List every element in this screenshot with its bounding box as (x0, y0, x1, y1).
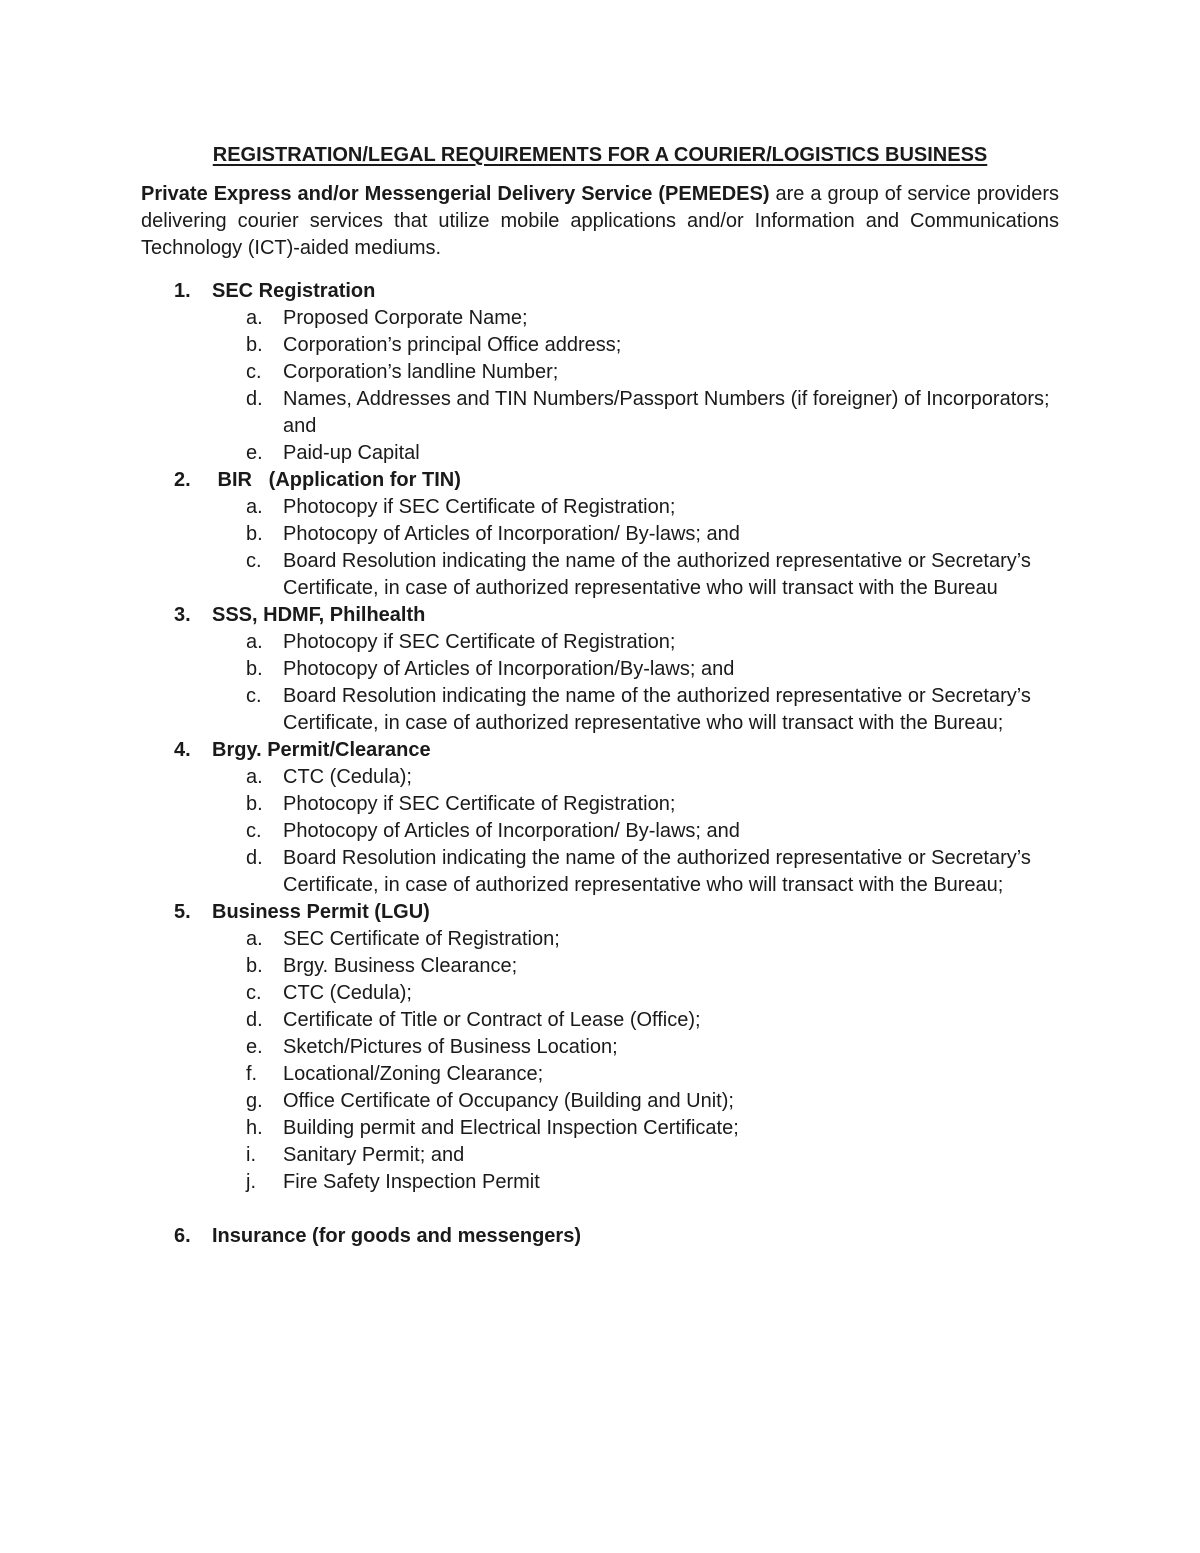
list-item (0, 1088, 1200, 1115)
item-letter: b. (246, 793, 263, 815)
intro-text: are a group of service providers delivering courier services that utilize mobile applications and/or Information and Communications Technology (ICT)-aided mediums. (141, 183, 1059, 259)
item-text: Photocopy if SEC Certificate of Registration; (283, 631, 676, 653)
list-item (0, 980, 1200, 1007)
item-text: Corporation’s landline Number; (283, 361, 559, 383)
section-number: 5. (174, 901, 191, 923)
section-spacer (0, 1196, 1200, 1223)
section-title: Business Permit (LGU) (212, 901, 430, 923)
item-letter: b. (246, 334, 263, 356)
item-letter: e. (246, 1036, 263, 1058)
list-item (0, 818, 1200, 845)
requirement-section (0, 278, 1200, 467)
section-number: 4. (174, 739, 191, 761)
list-item (0, 548, 1200, 602)
item-text: Photocopy of Articles of Incorporation/By-laws; and (283, 658, 735, 680)
item-letter: c. (246, 982, 262, 1004)
list-item (0, 1115, 1200, 1142)
item-text: Photocopy of Articles of Incorporation/ By-laws; and (283, 523, 740, 545)
item-text: Proposed Corporate Name; (283, 307, 528, 329)
item-letter: i. (246, 1144, 256, 1166)
item-text: Building permit and Electrical Inspection Certificate; (283, 1117, 739, 1139)
item-text: Board Resolution indicating the name of the authorized representative or Secretary’s Certificate, in case of authorized representative who will transact with the Bureau (283, 550, 1031, 599)
requirements-list (0, 278, 1200, 1250)
list-item (0, 629, 1200, 656)
item-letter: e. (246, 442, 263, 464)
list-item (0, 953, 1200, 980)
list-item (0, 359, 1200, 386)
requirement-section (0, 1223, 1200, 1250)
item-letter: f. (246, 1063, 258, 1085)
item-text: CTC (Cedula); (283, 766, 412, 788)
requirement-section (0, 602, 1200, 737)
requirement-section (0, 899, 1200, 1196)
item-text: Board Resolution indicating the name of the authorized representative or Secretary’s Certificate, in case of authorized representative who will transact with the Bureau; (283, 847, 1031, 896)
list-item (0, 656, 1200, 683)
item-text: Photocopy if SEC Certificate of Registration; (283, 496, 676, 518)
item-letter: a. (246, 928, 263, 950)
intro-paragraph (141, 181, 1059, 262)
item-text: Names, Addresses and TIN Numbers/Passport Numbers (if foreigner) of Incorporators; and (283, 388, 1050, 437)
item-letter: c. (246, 361, 262, 383)
item-letter: b. (246, 523, 263, 545)
list-item (0, 494, 1200, 521)
requirement-section (0, 467, 1200, 602)
section-title: BIR (Application for TIN) (212, 469, 461, 491)
list-item (0, 764, 1200, 791)
list-item (0, 332, 1200, 359)
item-text: Corporation’s principal Office address; (283, 334, 622, 356)
item-text: Locational/Zoning Clearance; (283, 1063, 544, 1085)
list-item (0, 305, 1200, 332)
section-number: 1. (174, 280, 191, 302)
section-heading (0, 278, 1200, 305)
section-title: Insurance (for goods and messengers) (212, 1225, 581, 1247)
item-text: Paid-up Capital (283, 442, 420, 464)
section-heading (0, 467, 1200, 494)
item-text: Certificate of Title or Contract of Lease (Office); (283, 1009, 701, 1031)
section-title: SEC Registration (212, 280, 376, 302)
item-letter: b. (246, 955, 263, 977)
list-item (0, 386, 1200, 440)
item-text: Photocopy of Articles of Incorporation/ By-laws; and (283, 820, 740, 842)
item-letter: g. (246, 1090, 263, 1112)
section-number: 3. (174, 604, 191, 626)
section-heading (0, 1223, 1200, 1250)
section-heading (0, 602, 1200, 629)
item-text: SEC Certificate of Registration; (283, 928, 560, 950)
section-heading (0, 737, 1200, 764)
list-item (0, 1007, 1200, 1034)
item-letter: a. (246, 631, 263, 653)
section-heading (0, 899, 1200, 926)
item-letter: d. (246, 388, 263, 410)
item-text: Brgy. Business Clearance; (283, 955, 518, 977)
intro-bold-term: Private Express and/or Messengerial Delivery Service (PEMEDES) (141, 183, 770, 205)
list-item (0, 791, 1200, 818)
section-title: SSS, HDMF, Philhealth (212, 604, 426, 626)
item-text: Photocopy if SEC Certificate of Registration; (283, 793, 676, 815)
list-item (0, 845, 1200, 899)
item-letter: c. (246, 685, 262, 707)
list-item (0, 1034, 1200, 1061)
section-number: 2. (174, 469, 191, 491)
list-item (0, 926, 1200, 953)
list-item (0, 1061, 1200, 1088)
item-letter: d. (246, 1009, 263, 1031)
list-item (0, 440, 1200, 467)
list-item (0, 683, 1200, 737)
item-text: Sanitary Permit; and (283, 1144, 465, 1166)
item-letter: a. (246, 766, 263, 788)
item-letter: c. (246, 820, 262, 842)
item-text: CTC (Cedula); (283, 982, 412, 1004)
list-item (0, 521, 1200, 548)
section-title: Brgy. Permit/Clearance (212, 739, 431, 761)
item-letter: c. (246, 550, 262, 572)
item-text: Office Certificate of Occupancy (Building and Unit); (283, 1090, 734, 1112)
item-letter: b. (246, 658, 263, 680)
item-text: Fire Safety Inspection Permit (283, 1171, 540, 1193)
item-letter: a. (246, 496, 263, 518)
item-letter: d. (246, 847, 263, 869)
item-letter: h. (246, 1117, 263, 1139)
section-number: 6. (174, 1225, 191, 1247)
list-item (0, 1169, 1200, 1196)
item-letter: j. (246, 1171, 256, 1193)
item-letter: a. (246, 307, 263, 329)
requirement-section (0, 737, 1200, 899)
list-item (0, 1142, 1200, 1169)
item-text: Board Resolution indicating the name of the authorized representative or Secretary’s Certificate, in case of authorized representative who will transact with the Bureau; (283, 685, 1031, 734)
item-text: Sketch/Pictures of Business Location; (283, 1036, 618, 1058)
document-title: REGISTRATION/LEGAL REQUIREMENTS FOR A COURIER/LOGISTICS BUSINESS (212, 144, 988, 166)
